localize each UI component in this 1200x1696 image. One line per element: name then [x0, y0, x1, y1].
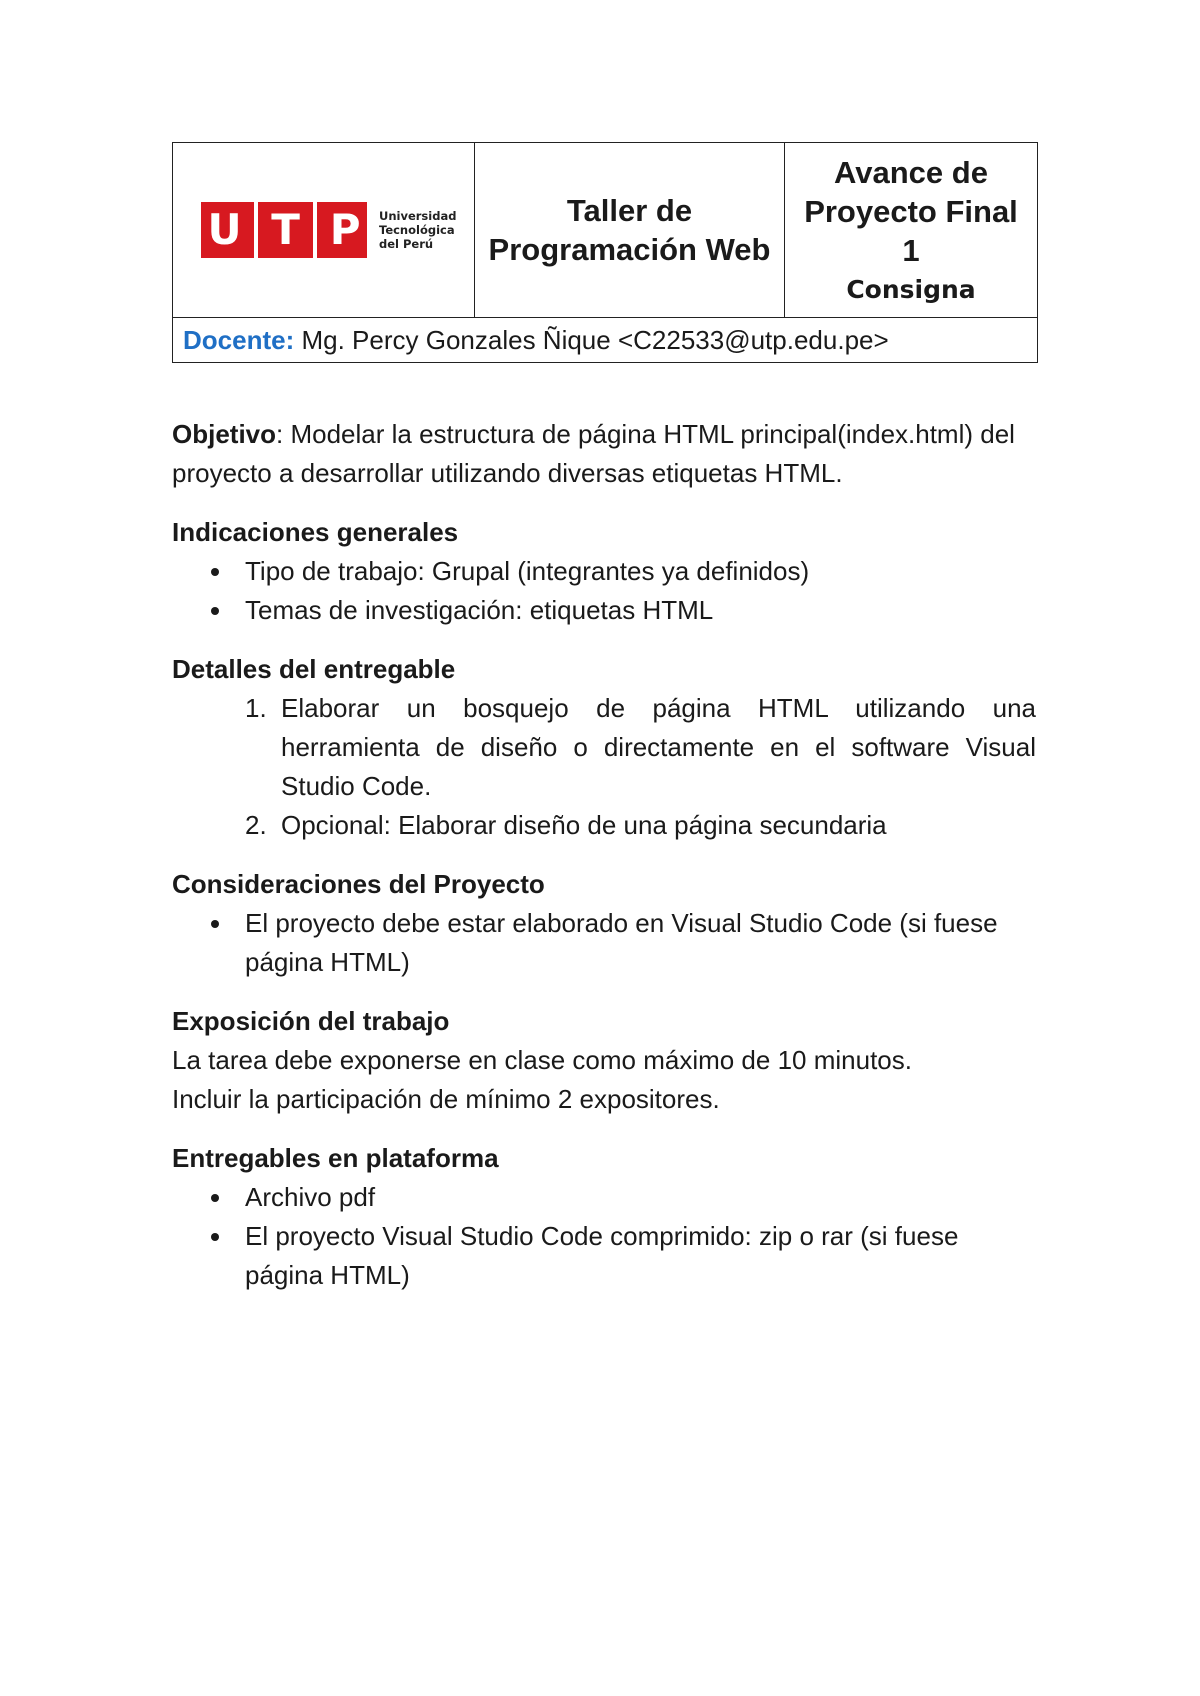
general-list	[172, 552, 1036, 630]
course-name-line: Taller de	[566, 193, 693, 228]
list-item	[245, 806, 1036, 845]
logo-letter-u: U	[207, 205, 242, 254]
considerations-list	[172, 904, 1036, 982]
section-title-general: Indicaciones generales	[172, 517, 459, 547]
deliverable-list	[172, 689, 1036, 845]
document-title-line: 1	[902, 232, 920, 268]
section-title-deliverable: Detalles del entregable	[172, 654, 456, 684]
list-item: El proyecto debe estar elaborado en Visual Studio Code (si fuese página HTML)	[245, 904, 1036, 982]
document-page	[172, 142, 1036, 1295]
logo-red-band	[201, 202, 367, 258]
list-item: El proyecto Visual Studio Code comprimido: zip o rar (si fuese página HTML)	[245, 1217, 1036, 1295]
utp-logo	[173, 202, 474, 258]
exposition-line: La tarea debe exponerse en clase como máximo de 10 minutos.	[172, 1045, 912, 1075]
document-body	[172, 415, 1036, 1295]
list-item-text: Elaborar un bosquejo de página HTML utilizando una herramienta de diseño o directamente en el software Visual Studio Code.	[281, 693, 1036, 801]
logo-cell	[173, 143, 475, 318]
list-number: 2.	[245, 810, 267, 840]
course-name-line: Programación Web	[488, 232, 771, 267]
section-title-considerations: Consideraciones del Proyecto	[172, 869, 545, 899]
logo-separator	[313, 202, 317, 258]
teacher-cell	[173, 318, 1038, 363]
list-item	[245, 689, 1036, 806]
document-title-line: Avance de	[834, 154, 988, 190]
logo-text-line: Tecnológica	[379, 223, 455, 237]
list-item-text: Opcional: Elaborar diseño de una página secundaria	[281, 810, 887, 840]
logo-text-line: del Perú	[379, 237, 434, 251]
exposition-line: Incluir la participación de mínimo 2 expositores.	[172, 1084, 720, 1114]
platform-list	[172, 1178, 1036, 1295]
objective-text: : Modelar la estructura de página HTML principal(index.html) del proyecto a desarrollar utilizando diversas etiquetas HTML.	[172, 419, 1015, 488]
logo-letter-p: P	[329, 205, 361, 254]
document-subtitle: Consigna	[846, 274, 976, 304]
list-item: Tipo de trabajo: Grupal (integrantes ya definidos)	[245, 552, 1036, 591]
course-cell	[475, 143, 785, 318]
objective-paragraph	[172, 415, 1036, 493]
teacher-label: Docente:	[183, 324, 295, 355]
section-title-exposition: Exposición del trabajo	[172, 1006, 450, 1036]
logo-separator	[254, 202, 258, 258]
logo-text-line: Universidad	[379, 209, 457, 223]
list-item: Temas de investigación: etiquetas HTML	[245, 591, 1036, 630]
logo-university-name	[379, 209, 456, 251]
header-table	[172, 142, 1038, 363]
objective-label: Objetivo	[172, 419, 277, 449]
title-cell	[785, 143, 1038, 318]
list-number: 1.	[245, 693, 267, 723]
section-title-platform: Entregables en plataforma	[172, 1143, 499, 1173]
document-title-line: Proyecto Final	[804, 193, 1018, 229]
teacher-value: Mg. Percy Gonzales Ñique <C22533@utp.edu.pe>	[294, 324, 889, 355]
list-item: Archivo pdf	[245, 1178, 1036, 1217]
logo-letter-t: T	[271, 205, 300, 254]
